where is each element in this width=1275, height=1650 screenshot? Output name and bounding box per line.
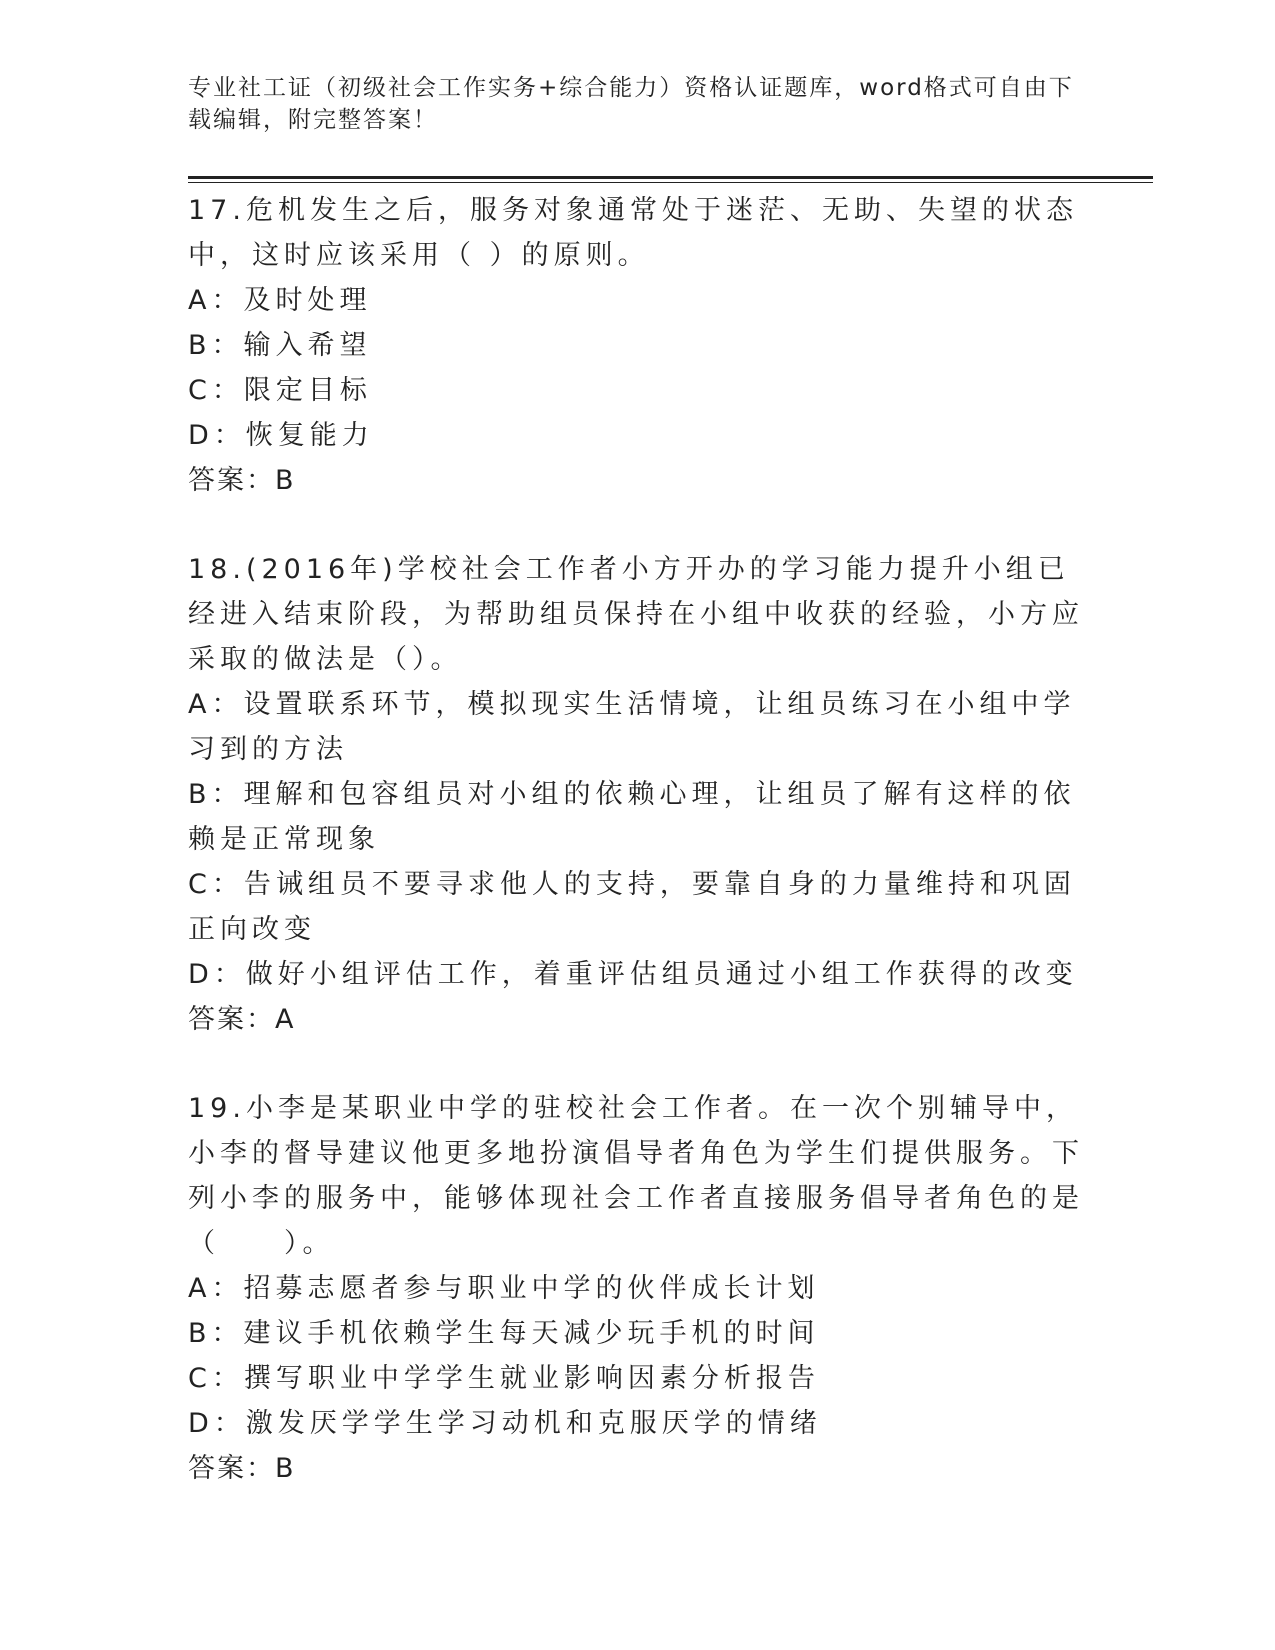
option-b: B：输入希望 bbox=[188, 330, 372, 361]
answer: 答案：B bbox=[188, 1453, 296, 1484]
answer: 答案：A bbox=[188, 1004, 296, 1035]
header-divider-thin bbox=[188, 182, 1153, 183]
option-c: C：告诫组员不要寻求他人的支持，要靠自身的力量维持和巩固正向改变 bbox=[188, 869, 1076, 945]
question-stem: 19.小李是某职业中学的驻校社会工作者。在一次个别辅导中，小李的督导建议他更多地扮演倡导者角色为学生们提供服务。下列小李的服务中，能够体现社会工作者直接服务倡导者角色的是（ ）。 bbox=[188, 1093, 1084, 1259]
option-d: D：恢复能力 bbox=[188, 420, 374, 451]
option-a: A：及时处理 bbox=[188, 285, 372, 316]
header-divider-thick bbox=[188, 176, 1153, 179]
option-b: B：理解和包容组员对小组的依赖心理，让组员了解有这样的依赖是正常现象 bbox=[188, 779, 1076, 855]
question-stem: 17.危机发生之后，服务对象通常处于迷茫、无助、失望的状态中，这时应该采用（ ）的原则。 bbox=[188, 195, 1078, 271]
option-a: A：设置联系环节，模拟现实生活情境，让组员练习在小组中学习到的方法 bbox=[188, 689, 1076, 765]
option-c: C：撰写职业中学学生就业影响因素分析报告 bbox=[188, 1363, 820, 1394]
answer: 答案：B bbox=[188, 465, 296, 496]
option-d: D：做好小组评估工作，着重评估组员通过小组工作获得的改变 bbox=[188, 959, 1078, 990]
option-c: C：限定目标 bbox=[188, 375, 372, 406]
document-page bbox=[188, 0, 1153, 1650]
option-b: B：建议手机依赖学生每天减少玩手机的时间 bbox=[188, 1318, 820, 1349]
question-19 bbox=[188, 1086, 1088, 1491]
question-18 bbox=[188, 547, 1088, 1042]
question-17 bbox=[188, 188, 1088, 503]
option-d: D：激发厌学学生学习动机和克服厌学的情绪 bbox=[188, 1408, 822, 1439]
question-list bbox=[188, 188, 1088, 1535]
page-header: 专业社工证（初级社会工作实务+综合能力）资格认证题库，word格式可自由下载编辑，附完整答案！ bbox=[188, 75, 1074, 133]
option-a: A：招募志愿者参与职业中学的伙伴成长计划 bbox=[188, 1273, 820, 1304]
question-stem: 18.(2016年)学校社会工作者小方开办的学习能力提升小组已经进入结束阶段，为帮助组员保持在小组中收获的经验，小方应采取的做法是（）。 bbox=[188, 554, 1084, 675]
